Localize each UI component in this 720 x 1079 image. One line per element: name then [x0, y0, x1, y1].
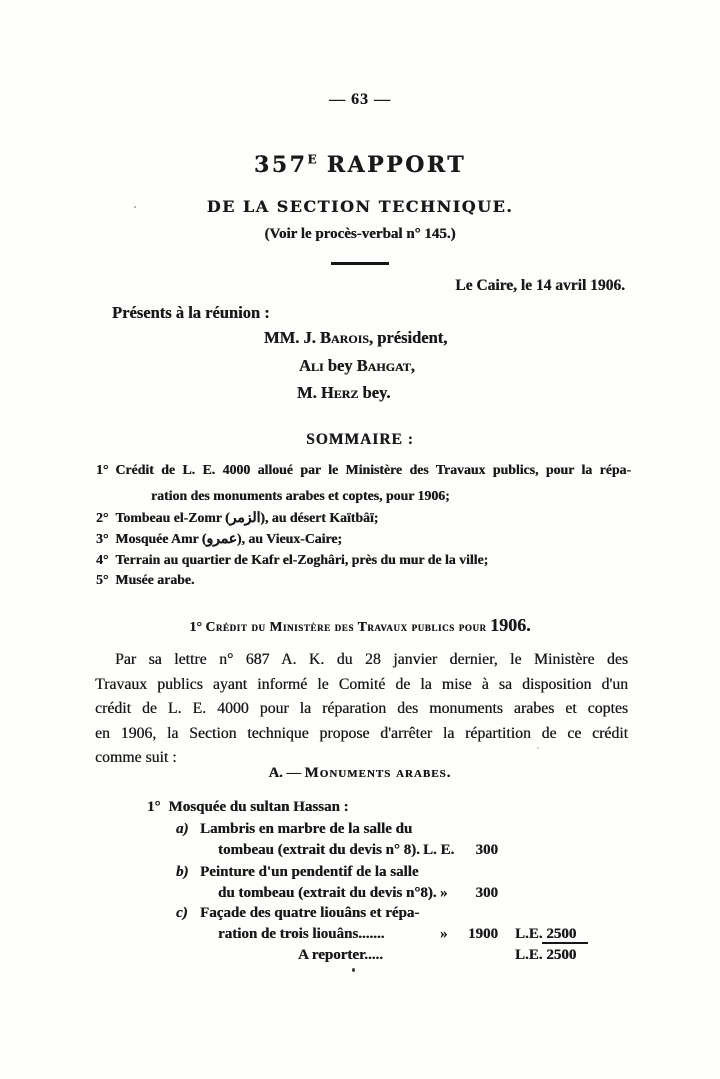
sommaire-title: SOMMAIRE : — [306, 431, 414, 448]
report-number: 357 — [253, 152, 308, 178]
sommaire-item-5 — [96, 572, 194, 588]
budget-item-title: Mosquée du sultan Hassan : — [168, 799, 349, 815]
entry-letter-a: a) — [176, 821, 189, 837]
entry-c-line1: Façade des quatre liouâns et répa- — [200, 905, 420, 921]
attendee-row — [299, 356, 415, 376]
attendee-name: Herz — [320, 383, 359, 402]
entry-b-line1: Peinture d'un pendentif de la salle — [200, 864, 419, 880]
sommaire-item-4 — [96, 552, 488, 568]
amount-value: 300 — [475, 842, 498, 858]
attendee-name: Barois — [319, 328, 369, 347]
sommaire-item-number: 3° — [96, 531, 109, 546]
amount-value: 1900 — [468, 926, 498, 942]
carry-forward-label: A reporter..... — [298, 947, 383, 963]
sommaire-item-1-continuation: ration des monuments arabes et coptes, pour 1906; — [151, 488, 450, 503]
total-currency: L.E. — [515, 947, 543, 963]
totals-rule — [542, 942, 588, 944]
total-value: 2500 — [546, 947, 577, 963]
attendee-name: Ali — [299, 356, 324, 375]
sommaire-item-1 — [96, 462, 631, 478]
attendee-name: Bahgat — [356, 356, 411, 375]
entry-a-line1: Lambris en marbre de la salle du — [200, 821, 413, 837]
entry-c-line2: ration de trois liouâns....... — [218, 926, 385, 942]
dateline: Le Caire, le 14 avril 1906. — [455, 277, 625, 294]
attendee-middle: bey — [323, 356, 357, 375]
currency-label: L. E. — [423, 842, 455, 858]
attendee-suffix: , — [410, 356, 415, 375]
paragraph-line: crédit de L. E. 4000 pour la réparation des monuments arabes et coptes — [95, 700, 628, 718]
report-title-word: RAPPORT — [326, 152, 467, 178]
attendee-prefix: M. — [297, 383, 321, 402]
sommaire-item-number: 1° — [96, 462, 109, 477]
section-number: 1° — [189, 620, 202, 635]
report-subtitle: DE LA SECTION TECHNIQUE. — [206, 197, 514, 216]
carry-forward-total — [515, 947, 576, 964]
total-value: 2500 — [546, 926, 577, 942]
report-ordinal: E — [307, 152, 317, 167]
section-heading — [0, 615, 720, 636]
sommaire-item-number: 2° — [96, 510, 109, 525]
scan-speck — [352, 968, 355, 972]
amount-value: 300 — [475, 885, 498, 901]
sommaire-item-number: 4° — [96, 552, 109, 567]
attendee-suffix: bey. — [358, 383, 391, 402]
body-paragraph — [95, 648, 628, 771]
title-divider-rule — [331, 262, 389, 265]
total-currency: L.E. — [515, 926, 543, 942]
page-number: — 63 — — [329, 91, 391, 108]
report-title — [0, 152, 720, 178]
entry-letter-b: b) — [176, 864, 189, 880]
attendee-prefix: MM. J. — [264, 328, 320, 347]
sommaire-item-text: Crédit de L. E. 4000 alloué par le Ministère des Travaux publics, pour la répa- — [115, 462, 631, 477]
sommaire-item-3 — [96, 531, 342, 547]
sommaire-item-number: 5° — [96, 572, 109, 587]
paragraph-line: en 1906, la Section technique propose d'arrêter la répartition de ce crédit — [95, 724, 628, 742]
sommaire-item-text: Musée arabe. — [115, 572, 195, 587]
paragraph-line: Travaux publics ayant informé le Comité de la mise à sa disposition d'un — [95, 675, 628, 693]
sommaire-item-2 — [96, 510, 378, 526]
attendee-row — [264, 328, 447, 348]
paragraph-line: Par sa lettre n° 687 A. K. du 28 janvier dernier, le Ministère des — [115, 651, 628, 668]
section-title: Crédit du Ministère des Travaux publics pour — [205, 619, 487, 634]
subsection-title: Monuments arabes. — [304, 765, 452, 781]
scan-speck — [537, 747, 539, 749]
sommaire-item-text: Mosquée Amr (عمرو), au Vieux-Caire; — [115, 531, 342, 546]
subsection-letter: A. — — [268, 765, 305, 781]
budget-item-heading — [147, 799, 349, 816]
section-year: 1906. — [490, 615, 531, 635]
ditto-mark: » — [440, 926, 448, 942]
attendees-intro: Présents à la réunion : — [112, 303, 270, 322]
ditto-mark: » — [440, 885, 448, 901]
attendee-suffix: , président, — [368, 328, 448, 347]
scan-speck — [134, 206, 136, 208]
entry-a-line2: tombeau (extrait du devis n° 8). — [218, 842, 420, 858]
entry-letter-c: c) — [176, 905, 188, 921]
sommaire-item-text: Tombeau el-Zomr (الزمر), au désert Kaïtbâï; — [115, 510, 379, 525]
entry-b-line2: du tombeau (extrait du devis n°8). — [218, 885, 437, 901]
budget-item-number: 1° — [147, 799, 161, 815]
subsection-heading — [0, 765, 720, 782]
attendee-row — [297, 383, 390, 403]
sommaire-item-text: Terrain au quartier de Kafr el-Zoghâri, près du mur de la ville; — [115, 552, 489, 567]
reference-note: (Voir le procès-verbal n° 145.) — [264, 226, 456, 242]
running-total — [515, 926, 576, 943]
paragraph-line: comme suit : — [95, 749, 177, 767]
